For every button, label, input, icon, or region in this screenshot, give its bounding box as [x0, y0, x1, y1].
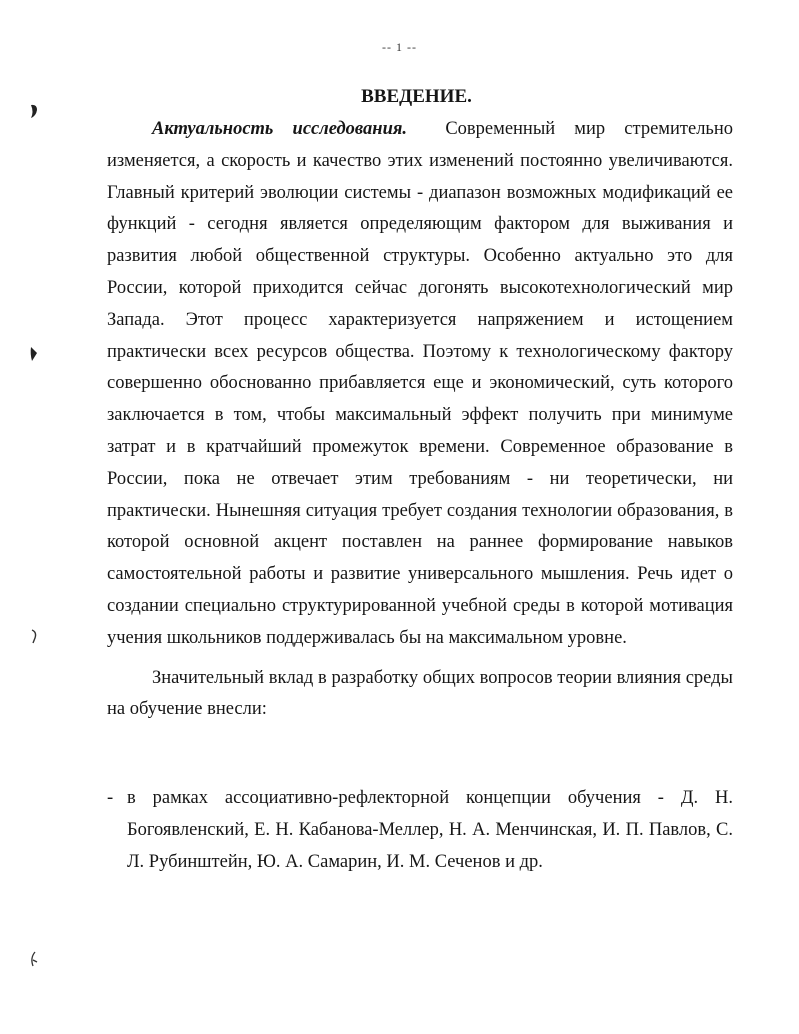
intro-lead: Актуальность исследования. [152, 119, 408, 139]
contributions-paragraph: Значительный вклад в разработку общих вопросов теории влияния среды на обучение внесли: [107, 667, 733, 720]
binding-hole-mark [28, 950, 40, 968]
list-item [107, 783, 733, 878]
list-bullet: - [107, 788, 114, 808]
page-number: -- 1 -- [382, 40, 417, 54]
binding-hole-mark [28, 627, 40, 645]
binding-hole-mark [28, 345, 40, 363]
page-title: ВВЕДЕНИЕ. [361, 86, 472, 107]
list-item-text: в рамках ассоциативно-рефлекторной концепции обучения - Д. Н. Богоявленский, Е. Н. Кабанова-Меллер, Н. А. Менчинская, И. П. Павлов, С. Л. Рубинштейн, Ю. А. Самарин, И. М. Сеченов и др. [127, 788, 733, 872]
binding-hole-mark [28, 102, 40, 120]
document-body [107, 114, 733, 726]
contributors-list [107, 783, 733, 878]
intro-paragraph [107, 114, 733, 655]
intro-text: Современный мир стремительно изменяется, а скорость и качество этих изменений постоянно увеличиваются. Главный критерий эволюции системы - диапазон возможных модификаций ее функций - сегодня является определяющим фактором для выживания и развития любой общественной структуры. Особенно актуально это для России, которой приходится сейчас догонять высокотехнологический мир Запада. Этот процесс характеризуется напряжением и истощением практически всех ресурсов общества. Поэтому к технологическому фактору совершенно обоснованно прибавляется еще и экономический, суть которого заключается в том, чтобы максимальный эффект получить при минимуме затрат и в кратчайший промежуток времени. Современное образование в России, пока не отвечает этим требованиям - ни теоретически, ни практически. Нынешняя ситуация требует создания технологии образования, в которой основной акцент поставлен на раннее формирование навыков самостоятельной работы и развитие универсального мышления. Речь идет о создании специально структурированной учебной среды в которой мотивация учения школьников поддерживалась бы на максимальном уровне. [107, 119, 734, 648]
